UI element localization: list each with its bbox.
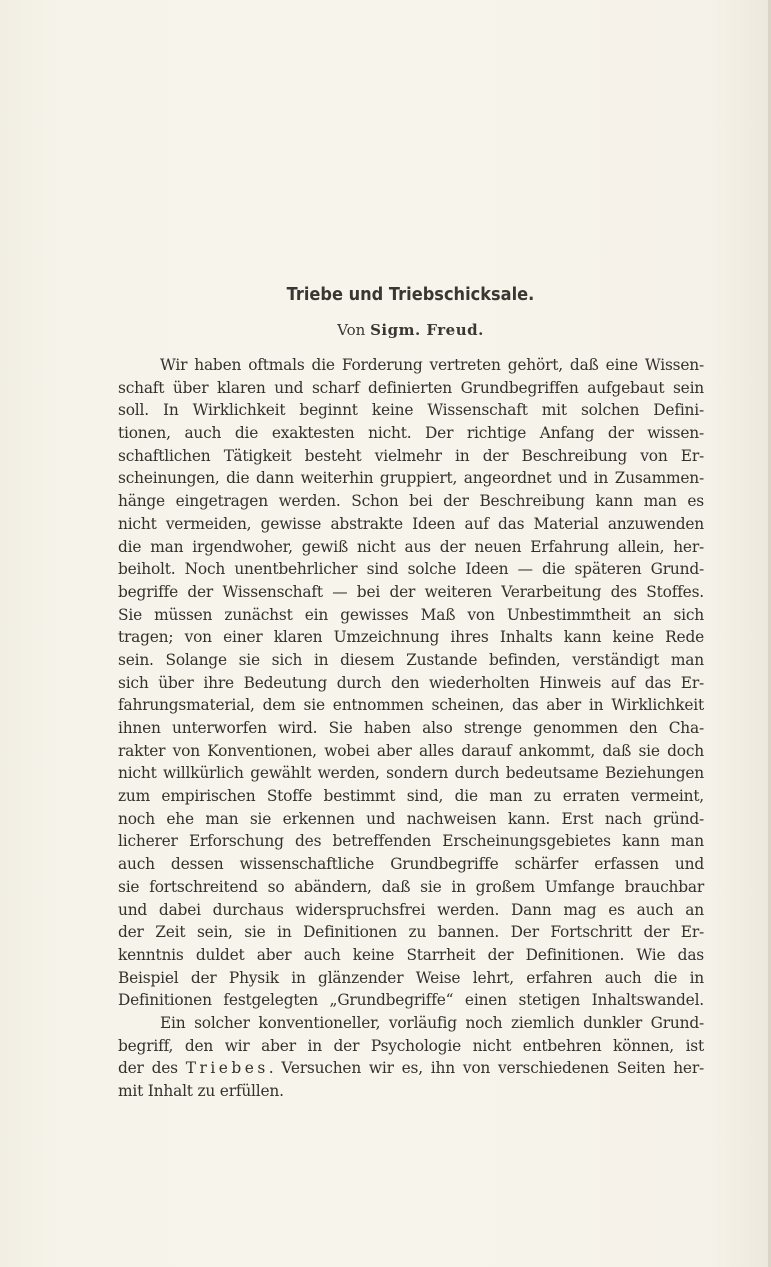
text-line: Definitionen festgelegten „Grundbegriffe“ einen stetigen Inhaltswandel.	[118, 991, 704, 1010]
text-line: der Zeit sein, sie in Definitionen zu bannen. Der Fortschritt der Er-	[118, 923, 704, 942]
text-line: tionen, auch die exaktesten nicht. Der richtige Anfang der wissen-	[118, 424, 704, 443]
text-line: sein. Solange sie sich in diesem Zustande befinden, verständigt man	[118, 650, 704, 669]
text-line: Ein solcher konventioneller, vorläufig noch ziemlich dunkler Grund-	[160, 1013, 704, 1032]
text-line: beiholt. Noch unentbehrlicher sind solche Ideen — die späteren Grund-	[118, 560, 704, 579]
text-line: begriffe der Wissenschaft — bei der weiteren Verarbeitung des Stoffes.	[118, 582, 704, 601]
text-line: noch ehe man sie erkennen und nachweisen kann. Erst nach gründ-	[118, 809, 704, 828]
text-line: mit Inhalt zu erfüllen.	[118, 1082, 284, 1100]
text-line: scheinungen, die dann weiterhin gruppiert, angeordnet und in Zusammen-	[118, 469, 704, 488]
text-line: fahrungsmaterial, dem sie entnommen scheinen, das aber in Wirklichkeit	[118, 696, 704, 715]
text-line: nicht willkürlich gewählt werden, sondern durch bedeutsame Beziehungen	[118, 764, 704, 783]
author-name: Sigm. Freud.	[370, 321, 484, 339]
text-line: die man irgendwoher, gewiß nicht aus der neuen Erfahrung allein, her-	[118, 537, 704, 556]
text-line: kenntnis duldet aber auch keine Starrheit der Definitionen. Wie das	[118, 945, 704, 964]
emphasized-word: Triebes	[185, 1059, 269, 1078]
text-line: ihnen unterworfen wird. Sie haben also strenge genommen den Cha-	[118, 719, 704, 737]
byline-prefix: Von	[337, 321, 366, 339]
text-line: soll. In Wirklichkeit beginnt keine Wissenschaft mit solchen Defini-	[118, 401, 704, 420]
text-line: Sie müssen zunächst ein gewisses Maß von Unbestimmtheit an sich	[118, 605, 704, 624]
text-line: auch dessen wissenschaftliche Grundbegriffe schärfer erfassen und	[118, 855, 704, 874]
byline	[0, 321, 771, 339]
text-line: schaft über klaren und scharf definierten Grundbegriffen aufgebaut sein	[118, 378, 704, 397]
text-line: sich über ihre Bedeutung durch den wiederholten Hinweis auf das Er-	[118, 673, 704, 692]
text-line: tragen; von einer klaren Umzeichnung ihres Inhalts kann keine Rede	[118, 628, 704, 647]
article-title: Triebe und Triebschicksale.	[286, 284, 535, 305]
text-line: schaftlichen Tätigkeit besteht vielmehr in der Beschreibung von Er-	[118, 446, 704, 465]
text-line: nicht vermeiden, gewisse abstrakte Ideen auf das Material anzuwenden	[118, 514, 704, 533]
text-line: hänge eingetragen werden. Schon bei der Beschreibung kann man es	[118, 492, 704, 511]
text-line: Wir haben oftmals die Forderung vertreten gehört, daß eine Wissen-	[160, 356, 704, 374]
article-body	[118, 354, 704, 1103]
text-line: Beispiel der Physik in glänzender Weise lehrt, erfahren auch die in	[118, 968, 704, 987]
text-line: zum empirischen Stoffe bestimmt sind, die man zu erraten vermeint,	[118, 787, 704, 806]
text-line: licherer Erforschung des betreffenden Erscheinungsgebietes kann man	[118, 832, 704, 851]
text-line: rakter von Konventionen, wobei aber alles darauf ankommt, daß sie doch	[118, 741, 704, 760]
text-line: und dabei durchaus widerspruchsfrei werden. Dann mag es auch an	[118, 900, 704, 919]
text-line: begriff, den wir aber in der Psychologie nicht entbehren können, ist	[118, 1036, 704, 1055]
text-line: der des Triebes. Versuchen wir es, ihn von verschiedenen Seiten her-	[118, 1059, 704, 1078]
text-line: sie fortschreitend so abändern, daß sie in großem Umfange brauchbar	[118, 877, 704, 896]
